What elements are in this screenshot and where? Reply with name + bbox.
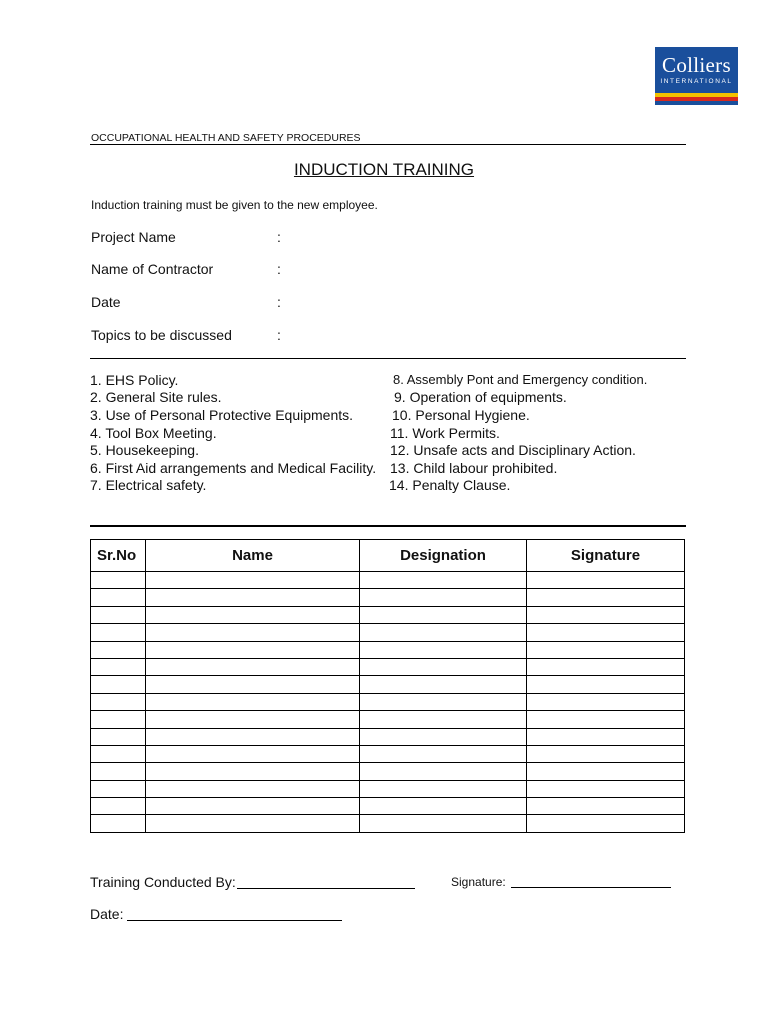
cell-designation[interactable] (360, 728, 527, 745)
topic-item: 11. Work Permits. (390, 425, 500, 441)
table-row (91, 693, 685, 710)
conducted-by-line[interactable] (237, 888, 415, 889)
cell-name[interactable] (146, 763, 360, 780)
field-colon: : (277, 327, 281, 343)
table-row (91, 572, 685, 589)
date-line[interactable] (127, 920, 342, 921)
cell-designation[interactable] (360, 815, 527, 832)
cell-signature[interactable] (527, 589, 685, 606)
cell-signature[interactable] (527, 606, 685, 623)
table-row (91, 745, 685, 762)
cell-srno[interactable] (91, 780, 146, 797)
table-row (91, 676, 685, 693)
cell-srno[interactable] (91, 589, 146, 606)
date-label: Date: (90, 906, 124, 922)
cell-srno[interactable] (91, 624, 146, 641)
topic-item: 5. Housekeeping. (90, 442, 199, 458)
cell-srno[interactable] (91, 711, 146, 728)
cell-srno[interactable] (91, 763, 146, 780)
field-label-project-name: Project Name (91, 229, 176, 245)
cell-signature[interactable] (527, 693, 685, 710)
cell-srno[interactable] (91, 745, 146, 762)
cell-designation[interactable] (360, 711, 527, 728)
table-row (91, 606, 685, 623)
cell-signature[interactable] (527, 676, 685, 693)
cell-name[interactable] (146, 728, 360, 745)
cell-name[interactable] (146, 798, 360, 815)
conducted-by-label: Training Conducted By: (90, 874, 236, 890)
cell-srno[interactable] (91, 606, 146, 623)
cell-designation[interactable] (360, 693, 527, 710)
cell-srno[interactable] (91, 572, 146, 589)
cell-signature[interactable] (527, 763, 685, 780)
field-colon: : (277, 294, 281, 310)
table-row (91, 711, 685, 728)
cell-signature[interactable] (527, 798, 685, 815)
topic-item: 9. Operation of equipments. (394, 389, 567, 405)
cell-signature[interactable] (527, 780, 685, 797)
topic-item: 4. Tool Box Meeting. (90, 425, 217, 441)
field-label-contractor: Name of Contractor (91, 261, 214, 277)
topic-item: 12. Unsafe acts and Disciplinary Action. (390, 442, 636, 458)
topic-item: 10. Personal Hygiene. (392, 407, 530, 423)
column-header-signature: Signature (527, 540, 685, 572)
logo-wordmark: Colliers (662, 53, 731, 77)
cell-designation[interactable] (360, 658, 527, 675)
cell-signature[interactable] (527, 641, 685, 658)
intro-text: Induction training must be given to the new employee. (91, 198, 378, 212)
table-row (91, 658, 685, 675)
cell-designation[interactable] (360, 745, 527, 762)
cell-name[interactable] (146, 572, 360, 589)
cell-name[interactable] (146, 780, 360, 797)
cell-srno[interactable] (91, 798, 146, 815)
cell-signature[interactable] (527, 728, 685, 745)
cell-srno[interactable] (91, 693, 146, 710)
signature-line[interactable] (511, 887, 671, 888)
cell-designation[interactable] (360, 606, 527, 623)
cell-designation[interactable] (360, 780, 527, 797)
cell-signature[interactable] (527, 815, 685, 832)
cell-designation[interactable] (360, 763, 527, 780)
cell-name[interactable] (146, 606, 360, 623)
table-row (91, 624, 685, 641)
cell-srno[interactable] (91, 641, 146, 658)
topic-item: 13. Child labour prohibited. (390, 460, 558, 476)
topic-item: 1. EHS Policy. (90, 372, 179, 388)
cell-srno[interactable] (91, 815, 146, 832)
topic-item: 7. Electrical safety. (90, 477, 207, 493)
document-title: INDUCTION TRAINING (293, 160, 475, 179)
cell-designation[interactable] (360, 798, 527, 815)
topic-item: 3. Use of Personal Protective Equipments. (90, 407, 354, 423)
signature-label: Signature: (451, 875, 506, 889)
cell-signature[interactable] (527, 624, 685, 641)
column-header-designation: Designation (360, 540, 527, 572)
cell-name[interactable] (146, 624, 360, 641)
table-header-row (91, 540, 685, 572)
field-colon: : (277, 261, 281, 277)
cell-designation[interactable] (360, 624, 527, 641)
table-row (91, 780, 685, 797)
table-row (91, 728, 685, 745)
cell-name[interactable] (146, 658, 360, 675)
header-rule (90, 144, 686, 145)
cell-name[interactable] (146, 589, 360, 606)
topic-item: 6. First Aid arrangements and Medical Facility. (90, 460, 377, 476)
cell-designation[interactable] (360, 589, 527, 606)
cell-signature[interactable] (527, 711, 685, 728)
cell-signature[interactable] (527, 745, 685, 762)
cell-signature[interactable] (527, 572, 685, 589)
topic-item: 14. Penalty Clause. (389, 477, 511, 493)
topic-item: 8. Assembly Pont and Emergency condition. (393, 372, 648, 387)
cell-srno[interactable] (91, 728, 146, 745)
table-row (91, 641, 685, 658)
field-label-date: Date (91, 294, 121, 310)
table-row (91, 798, 685, 815)
cell-name[interactable] (146, 815, 360, 832)
attendance-table (90, 539, 685, 833)
cell-designation[interactable] (360, 676, 527, 693)
cell-designation[interactable] (360, 572, 527, 589)
cell-name[interactable] (146, 693, 360, 710)
cell-signature[interactable] (527, 658, 685, 675)
cell-srno[interactable] (91, 676, 146, 693)
table-row (91, 763, 685, 780)
cell-name[interactable] (146, 711, 360, 728)
company-logo (655, 47, 738, 105)
topics-rule (90, 525, 686, 527)
table-row (91, 589, 685, 606)
cell-name[interactable] (146, 745, 360, 762)
cell-name[interactable] (146, 641, 360, 658)
fields-rule (90, 358, 686, 359)
cell-designation[interactable] (360, 641, 527, 658)
cell-name[interactable] (146, 676, 360, 693)
topic-item: 2. General Site rules. (90, 389, 222, 405)
section-header: OCCUPATIONAL HEALTH AND SAFETY PROCEDURES (91, 132, 361, 144)
field-label-topics: Topics to be discussed (91, 327, 232, 343)
column-header-name: Name (146, 540, 360, 572)
logo-subtitle: INTERNATIONAL (660, 78, 733, 85)
cell-srno[interactable] (91, 658, 146, 675)
column-header-srno: Sr.No (91, 540, 146, 572)
table-row (91, 815, 685, 832)
field-colon: : (277, 229, 281, 245)
